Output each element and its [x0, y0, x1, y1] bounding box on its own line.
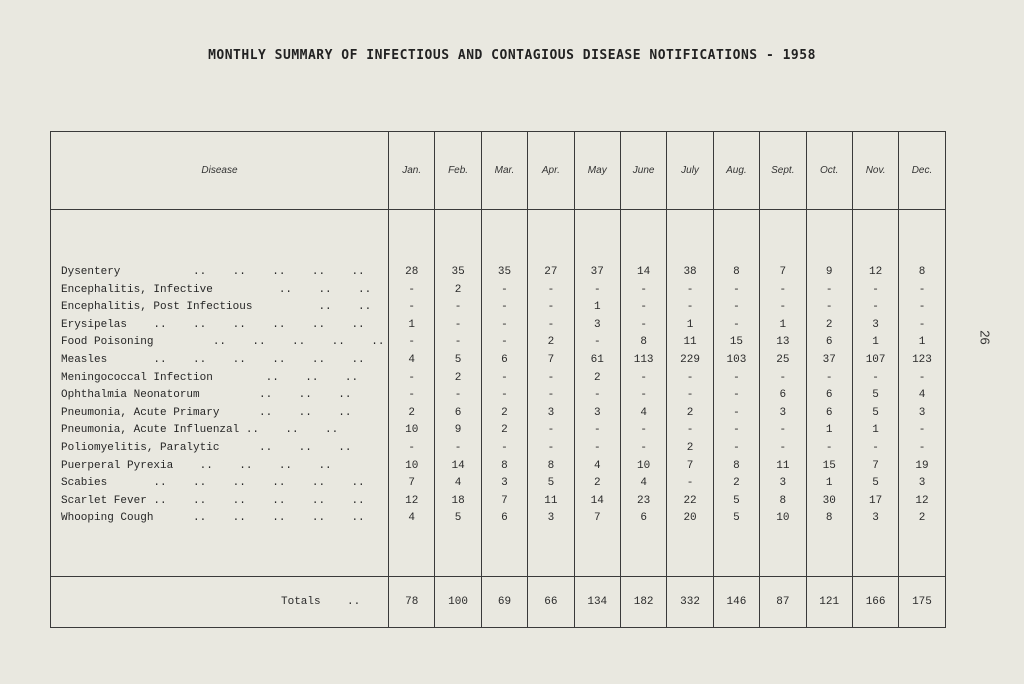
spacer-cell [435, 528, 481, 577]
month-value: 11 [760, 458, 806, 476]
month-value: 10 [620, 458, 666, 476]
month-value: 3 [899, 475, 945, 493]
month-value: 23 [620, 493, 666, 511]
month-value: - [481, 282, 527, 300]
spacer-cell [667, 210, 713, 265]
month-column-header: Feb. [435, 132, 481, 210]
table-row [51, 510, 946, 528]
month-column-header: May [574, 132, 620, 210]
month-value: 9 [435, 422, 481, 440]
page-number: 26 [977, 330, 993, 345]
table-spacer [51, 210, 946, 265]
month-value: - [528, 317, 574, 335]
month-value: 38 [667, 264, 713, 282]
month-value: 28 [389, 264, 435, 282]
month-value: 4 [899, 387, 945, 405]
month-value: 9 [806, 264, 852, 282]
spacer-cell [389, 528, 435, 577]
month-value: 6 [760, 387, 806, 405]
month-value: 3 [481, 475, 527, 493]
table-row [51, 405, 946, 423]
month-value: 7 [528, 352, 574, 370]
month-value: 37 [806, 352, 852, 370]
month-value: - [620, 387, 666, 405]
spacer-cell [806, 528, 852, 577]
month-value: - [389, 299, 435, 317]
month-value: - [389, 334, 435, 352]
month-value: 6 [806, 387, 852, 405]
table-row [51, 299, 946, 317]
spacer-cell [51, 528, 389, 577]
spacer-cell [481, 210, 527, 265]
month-value: 3 [574, 405, 620, 423]
spacer-cell [713, 528, 759, 577]
month-value: - [713, 387, 759, 405]
month-value: 1 [806, 422, 852, 440]
disease-name: Dysentery .. .. .. .. .. [51, 264, 389, 282]
month-value: 2 [528, 334, 574, 352]
month-value: 7 [574, 510, 620, 528]
table-row [51, 475, 946, 493]
month-value: 4 [620, 405, 666, 423]
month-value: 107 [852, 352, 898, 370]
month-value: 4 [620, 475, 666, 493]
total-value: 166 [852, 576, 898, 627]
table-row [51, 440, 946, 458]
month-value: 14 [574, 493, 620, 511]
month-value: 4 [435, 475, 481, 493]
table-row [51, 493, 946, 511]
month-value: - [852, 370, 898, 388]
month-value: 2 [435, 282, 481, 300]
spacer-cell [574, 528, 620, 577]
month-column-header: July [667, 132, 713, 210]
month-value: 2 [713, 475, 759, 493]
total-value: 134 [574, 576, 620, 627]
spacer-cell [481, 528, 527, 577]
month-value: - [760, 440, 806, 458]
month-value: 2 [806, 317, 852, 335]
month-value: 27 [528, 264, 574, 282]
month-value: - [713, 317, 759, 335]
spacer-cell [528, 210, 574, 265]
table-row [51, 282, 946, 300]
disease-name: Puerperal Pyrexia .. .. .. .. [51, 458, 389, 476]
month-value: 13 [760, 334, 806, 352]
month-value: - [713, 422, 759, 440]
table-row [51, 334, 946, 352]
month-value: - [620, 422, 666, 440]
disease-name: Pneumonia, Acute Primary .. .. .. [51, 405, 389, 423]
disease-name: Scabies .. .. .. .. .. .. [51, 475, 389, 493]
month-value: 2 [574, 475, 620, 493]
disease-name: Scarlet Fever .. .. .. .. .. .. [51, 493, 389, 511]
month-value: 8 [620, 334, 666, 352]
table-row [51, 387, 946, 405]
table-row [51, 370, 946, 388]
disease-name: Measles .. .. .. .. .. .. [51, 352, 389, 370]
month-value: - [574, 422, 620, 440]
month-value: 35 [481, 264, 527, 282]
spacer-cell [389, 210, 435, 265]
month-value: - [852, 440, 898, 458]
month-value: 10 [389, 422, 435, 440]
month-value: 2 [667, 405, 713, 423]
month-value: 7 [760, 264, 806, 282]
month-value: 5 [713, 510, 759, 528]
month-value: - [481, 387, 527, 405]
month-value: - [899, 422, 945, 440]
total-value: 332 [667, 576, 713, 627]
total-value: 69 [481, 576, 527, 627]
month-value: 1 [852, 334, 898, 352]
month-value: 3 [574, 317, 620, 335]
total-value: 100 [435, 576, 481, 627]
month-value: 3 [528, 510, 574, 528]
total-value: 146 [713, 576, 759, 627]
month-value: 2 [481, 405, 527, 423]
month-column-header: Aug. [713, 132, 759, 210]
month-value: 3 [852, 317, 898, 335]
month-value: 229 [667, 352, 713, 370]
month-value: 15 [806, 458, 852, 476]
month-value: 7 [852, 458, 898, 476]
month-value: - [481, 334, 527, 352]
month-value: - [620, 299, 666, 317]
month-value: - [528, 370, 574, 388]
month-value: 6 [481, 352, 527, 370]
month-value: - [528, 422, 574, 440]
table-row [51, 422, 946, 440]
month-value: - [899, 317, 945, 335]
month-value: 15 [713, 334, 759, 352]
month-value: 3 [899, 405, 945, 423]
month-value: 5 [435, 510, 481, 528]
spacer-cell [760, 210, 806, 265]
month-value: 5 [435, 352, 481, 370]
month-value: 4 [389, 352, 435, 370]
disease-name: Meningococcal Infection .. .. .. [51, 370, 389, 388]
month-value: 2 [574, 370, 620, 388]
month-value: 5 [528, 475, 574, 493]
month-value: 22 [667, 493, 713, 511]
disease-column-header: Disease [51, 132, 389, 210]
month-column-header: Oct. [806, 132, 852, 210]
month-value: - [760, 282, 806, 300]
table-row [51, 458, 946, 476]
month-value: 2 [481, 422, 527, 440]
month-value: 1 [574, 299, 620, 317]
disease-name: Pneumonia, Acute Influenzal .. .. .. [51, 422, 389, 440]
month-value: - [899, 299, 945, 317]
month-value: 6 [435, 405, 481, 423]
spacer-cell [899, 528, 945, 577]
month-value: 20 [667, 510, 713, 528]
month-value: 12 [389, 493, 435, 511]
month-value: 25 [760, 352, 806, 370]
month-value: - [899, 282, 945, 300]
month-value: 2 [899, 510, 945, 528]
month-value: 7 [667, 458, 713, 476]
month-value: 1 [667, 317, 713, 335]
month-value: - [852, 282, 898, 300]
month-value: 3 [760, 405, 806, 423]
spacer-cell [51, 210, 389, 265]
table-row [51, 264, 946, 282]
month-column-header: Sept. [760, 132, 806, 210]
total-value: 182 [620, 576, 666, 627]
spacer-cell [667, 528, 713, 577]
month-column-header: June [620, 132, 666, 210]
disease-name: Encephalitis, Infective .. .. .. [51, 282, 389, 300]
month-column-header: Dec. [899, 132, 945, 210]
month-value: 7 [389, 475, 435, 493]
month-value: - [574, 440, 620, 458]
month-value: - [899, 440, 945, 458]
month-value: - [389, 370, 435, 388]
month-value: - [574, 334, 620, 352]
month-value: 61 [574, 352, 620, 370]
month-value: 3 [760, 475, 806, 493]
month-value: 8 [481, 458, 527, 476]
disease-name: Encephalitis, Post Infectious .. .. [51, 299, 389, 317]
month-value: - [620, 440, 666, 458]
disease-name: Erysipelas .. .. .. .. .. .. [51, 317, 389, 335]
month-value: 3 [528, 405, 574, 423]
month-value: - [667, 475, 713, 493]
month-value: - [667, 387, 713, 405]
month-value: - [574, 282, 620, 300]
month-value: - [713, 282, 759, 300]
month-value: 10 [389, 458, 435, 476]
month-value: - [760, 422, 806, 440]
month-value: - [713, 440, 759, 458]
table-row [51, 352, 946, 370]
month-value: 11 [528, 493, 574, 511]
month-value: 12 [899, 493, 945, 511]
month-value: 17 [852, 493, 898, 511]
month-value: - [667, 299, 713, 317]
month-value: - [481, 440, 527, 458]
spacer-cell [806, 210, 852, 265]
month-value: - [528, 299, 574, 317]
month-value: 8 [528, 458, 574, 476]
month-value: - [389, 282, 435, 300]
month-value: - [806, 370, 852, 388]
month-value: 113 [620, 352, 666, 370]
month-value: - [435, 387, 481, 405]
month-value: 37 [574, 264, 620, 282]
month-value: 4 [574, 458, 620, 476]
total-value: 66 [528, 576, 574, 627]
month-value: - [528, 387, 574, 405]
month-column-header: Mar. [481, 132, 527, 210]
month-value: - [760, 299, 806, 317]
disease-name: Ophthalmia Neonatorum .. .. .. [51, 387, 389, 405]
month-value: 1 [806, 475, 852, 493]
total-value: 87 [760, 576, 806, 627]
month-value: - [435, 334, 481, 352]
month-value: 7 [481, 493, 527, 511]
month-value: - [389, 387, 435, 405]
spacer-cell [852, 528, 898, 577]
month-value: 2 [667, 440, 713, 458]
month-value: - [899, 370, 945, 388]
disease-name: Poliomyelitis, Paralytic .. .. .. [51, 440, 389, 458]
month-value: - [667, 422, 713, 440]
month-value: 103 [713, 352, 759, 370]
month-value: - [760, 370, 806, 388]
month-value: 11 [667, 334, 713, 352]
spacer-cell [713, 210, 759, 265]
month-value: 6 [806, 334, 852, 352]
month-value: 5 [713, 493, 759, 511]
month-value: 4 [389, 510, 435, 528]
month-value: - [667, 370, 713, 388]
month-value: - [806, 282, 852, 300]
month-value: 8 [899, 264, 945, 282]
month-value: 6 [481, 510, 527, 528]
month-value: 14 [435, 458, 481, 476]
month-value: - [713, 405, 759, 423]
month-value: 2 [389, 405, 435, 423]
month-value: 8 [713, 458, 759, 476]
month-value: 1 [852, 422, 898, 440]
spacer-cell [852, 210, 898, 265]
month-column-header: Apr. [528, 132, 574, 210]
month-value: 1 [760, 317, 806, 335]
month-value: 123 [899, 352, 945, 370]
month-value: 19 [899, 458, 945, 476]
disease-name: Whooping Cough .. .. .. .. .. [51, 510, 389, 528]
month-column-header: Jan. [389, 132, 435, 210]
month-value: - [806, 440, 852, 458]
month-value: - [481, 317, 527, 335]
table-row [51, 317, 946, 335]
month-value: - [528, 282, 574, 300]
spacer-cell [574, 210, 620, 265]
total-value: 78 [389, 576, 435, 627]
month-value: 10 [760, 510, 806, 528]
month-value: 1 [389, 317, 435, 335]
month-value: - [574, 387, 620, 405]
month-value: 6 [806, 405, 852, 423]
total-value: 175 [899, 576, 945, 627]
month-value: 6 [620, 510, 666, 528]
totals-row [51, 576, 946, 627]
spacer-cell [620, 528, 666, 577]
month-value: - [620, 370, 666, 388]
month-value: 14 [620, 264, 666, 282]
spacer-cell [899, 210, 945, 265]
page-title: MONTHLY SUMMARY OF INFECTIOUS AND CONTAGIOUS DISEASE NOTIFICATIONS - 1958 [208, 48, 816, 63]
month-value: 35 [435, 264, 481, 282]
month-value: - [481, 299, 527, 317]
month-value: 8 [760, 493, 806, 511]
month-value: 5 [852, 405, 898, 423]
month-value: 30 [806, 493, 852, 511]
month-value: - [389, 440, 435, 458]
disease-name: Food Poisoning .. .. .. .. .. [51, 334, 389, 352]
month-value: - [435, 299, 481, 317]
table-header-row [51, 132, 946, 210]
spacer-cell [620, 210, 666, 265]
month-value: 8 [713, 264, 759, 282]
month-value: - [435, 440, 481, 458]
total-value: 121 [806, 576, 852, 627]
month-value: 5 [852, 475, 898, 493]
month-value: - [806, 299, 852, 317]
spacer-cell [435, 210, 481, 265]
month-value: 8 [806, 510, 852, 528]
month-value: - [667, 282, 713, 300]
month-value: - [528, 440, 574, 458]
month-value: 5 [852, 387, 898, 405]
month-value: 2 [435, 370, 481, 388]
totals-label: Totals .. [51, 576, 389, 627]
month-value: - [620, 282, 666, 300]
month-value: 12 [852, 264, 898, 282]
disease-table [50, 131, 946, 628]
month-value: - [713, 370, 759, 388]
month-value: - [435, 317, 481, 335]
table-bottom-spacer [51, 528, 946, 577]
month-value: - [713, 299, 759, 317]
month-value: 3 [852, 510, 898, 528]
month-value: - [852, 299, 898, 317]
month-column-header: Nov. [852, 132, 898, 210]
spacer-cell [760, 528, 806, 577]
month-value: 1 [899, 334, 945, 352]
month-value: 18 [435, 493, 481, 511]
month-value: - [620, 317, 666, 335]
spacer-cell [528, 528, 574, 577]
month-value: - [481, 370, 527, 388]
